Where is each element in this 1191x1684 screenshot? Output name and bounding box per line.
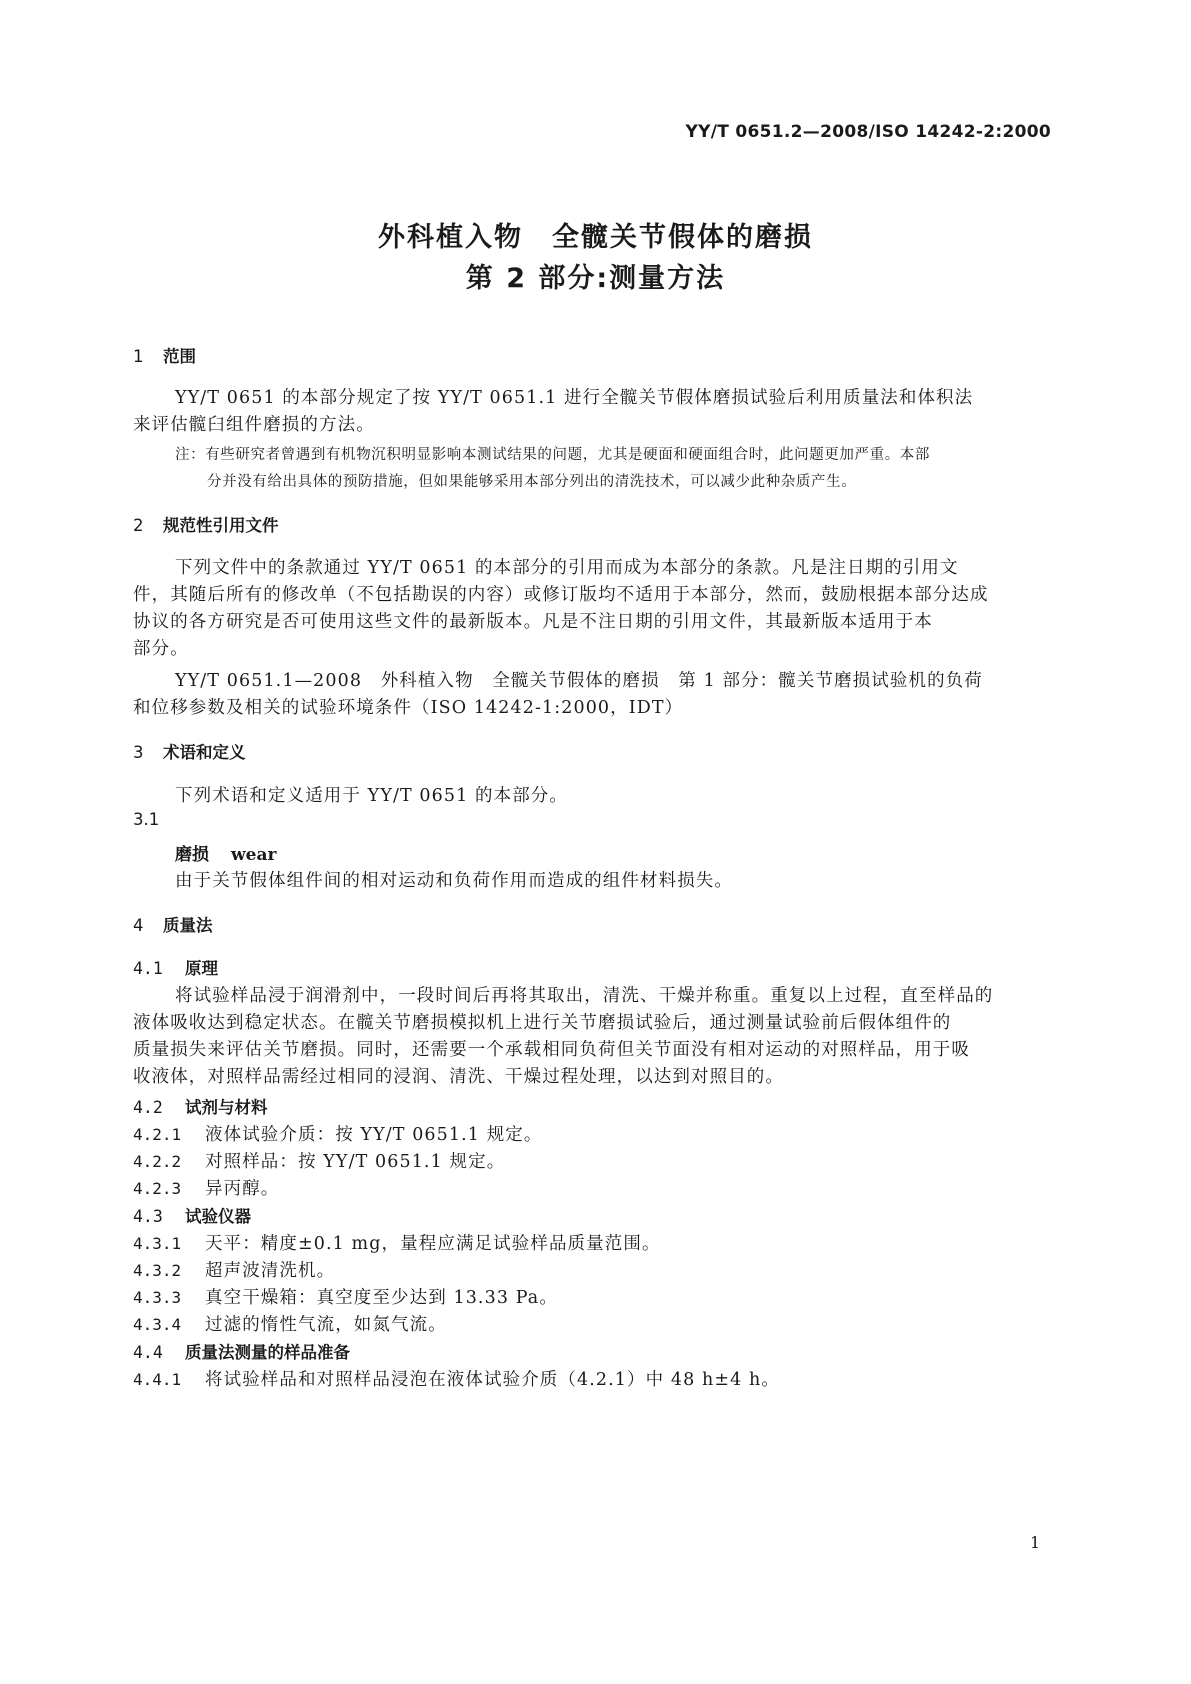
clause-text: 对照样品：按 YY/T 0651.1 规定。	[205, 1152, 506, 1172]
subsection-4-2-heading	[133, 1094, 268, 1118]
subsection-number: 4.1	[133, 959, 163, 978]
paragraph-line: 部分。	[133, 639, 189, 659]
section-title: 质量法	[163, 916, 213, 935]
clause-number: 4.2.1	[133, 1125, 182, 1144]
document-subtitle: 第 2 部分:测量方法	[465, 263, 726, 294]
term-entry	[175, 840, 276, 865]
paragraph-line: 协议的各方研究是否可使用这些文件的最新版本。凡是不注日期的引用文件，其最新版本适用于本	[133, 612, 933, 632]
clause-number: 4.4.1	[133, 1370, 182, 1389]
clause-item	[133, 1175, 279, 1200]
paragraph-line: 收液体，对照样品需经过相同的浸润、清洗、干燥过程处理，以达到对照目的。	[133, 1067, 784, 1087]
subsection-title: 质量法测量的样品准备	[185, 1343, 350, 1362]
clause-item	[133, 1257, 335, 1282]
clause-text: 液体试验介质：按 YY/T 0651.1 规定。	[205, 1125, 543, 1145]
clause-number: 4.3.4	[133, 1315, 182, 1334]
paragraph-line: 来评估髋臼组件磨损的方法。	[133, 415, 375, 435]
section-title: 规范性引用文件	[163, 516, 279, 535]
clause-number: 4.3.2	[133, 1261, 182, 1280]
subsection-number: 4.4	[133, 1343, 163, 1362]
clause-item	[133, 1284, 558, 1309]
section-3-heading	[133, 739, 246, 763]
section-number: 3	[133, 743, 144, 762]
reference-line: YY/T 0651.1—2008 外科植入物 全髋关节假体的磨损 第 1 部分：髋关节磨损试验机的负荷	[175, 671, 983, 691]
section-number: 1	[133, 347, 144, 366]
clause-text: 超声波清洗机。	[205, 1261, 336, 1281]
paragraph-line: 下列术语和定义适用于 YY/T 0651 的本部分。	[175, 786, 568, 806]
clause-number: 4.3.3	[133, 1288, 182, 1307]
clause-item	[133, 1121, 543, 1146]
clause-item	[133, 1311, 447, 1336]
reference-line: 和位移参数及相关的试验环境条件（ISO 14242-1:2000，IDT）	[133, 698, 684, 718]
clause-number: 4.2.3	[133, 1179, 182, 1198]
page-number: 1	[1030, 1533, 1041, 1552]
subsection-4-4-heading	[133, 1339, 350, 1363]
clause-item	[133, 1230, 661, 1255]
clause-text: 将试验样品和对照样品浸泡在液体试验介质（4.2.1）中 48 h±4 h。	[205, 1370, 781, 1390]
subsection-number: 4.2	[133, 1098, 163, 1117]
clause-number: 4.2.2	[133, 1152, 182, 1171]
section-title: 范围	[163, 347, 196, 366]
paragraph-line: YY/T 0651 的本部分规定了按 YY/T 0651.1 进行全髋关节假体磨损试验后利用质量法和体积法	[175, 388, 974, 408]
subsection-title: 试剂与材料	[185, 1098, 268, 1117]
paragraph-line: 下列文件中的条款通过 YY/T 0651 的本部分的引用而成为本部分的条款。凡是注日期的引用文	[175, 558, 959, 578]
note-line: 分并没有给出具体的预防措施，但如果能够采用本部分列出的清洗技术，可以减少此种杂质产生。	[207, 474, 857, 490]
term-english: wear	[231, 845, 277, 865]
paragraph-line: 液体吸收达到稳定状态。在髋关节磨损模拟机上进行关节磨损试验后，通过测量试验前后假体组件的	[133, 1013, 952, 1033]
clause-text: 真空干燥箱：真空度至少达到 13.33 Pa。	[205, 1288, 558, 1308]
section-number: 2	[133, 516, 144, 535]
clause-number: 4.3.1	[133, 1234, 182, 1253]
standard-code: YY/T 0651.2—2008/ISO 14242-2:2000	[685, 122, 1051, 142]
subsection-title: 原理	[185, 959, 218, 978]
document-title: 外科植入物 全髋关节假体的磨损	[378, 222, 813, 253]
section-1-heading	[133, 343, 196, 367]
section-2-heading	[133, 512, 279, 536]
subsection-number: 3.1	[133, 810, 160, 829]
clause-item	[133, 1366, 780, 1391]
paragraph-line: 件，其随后所有的修改单（不包括勘误的内容）或修订版均不适用于本部分，然而，鼓励根据本部分达成	[133, 585, 989, 605]
section-title: 术语和定义	[163, 743, 246, 762]
clause-item	[133, 1148, 505, 1173]
subsection-4-3-heading	[133, 1203, 251, 1227]
term-definition: 由于关节假体组件间的相对运动和负荷作用而造成的组件材料损失。	[175, 871, 733, 891]
section-4-heading	[133, 912, 213, 936]
subsection-number: 4.3	[133, 1207, 163, 1226]
clause-text: 过滤的惰性气流，如氮气流。	[205, 1315, 447, 1335]
paragraph-line: 将试验样品浸于润滑剂中，一段时间后再将其取出，清洗、干燥并称重。重复以上过程，直至样品的	[175, 986, 994, 1006]
section-number: 4	[133, 916, 144, 935]
clause-text: 天平：精度±0.1 mg，量程应满足试验样品质量范围。	[205, 1234, 661, 1254]
note-line: 注：有些研究者曾遇到有机物沉积明显影响本测试结果的问题，尤其是硬面和硬面组合时，此问题更加严重。本部	[175, 447, 930, 463]
subsection-title: 试验仪器	[185, 1207, 251, 1226]
paragraph-line: 质量损失来评估关节磨损。同时，还需要一个承载相同负荷但关节面没有相对运动的对照样品，用于吸	[133, 1040, 970, 1060]
subsection-4-1-heading	[133, 955, 218, 979]
clause-text: 异丙醇。	[205, 1179, 280, 1199]
term-chinese: 磨损	[175, 845, 209, 865]
